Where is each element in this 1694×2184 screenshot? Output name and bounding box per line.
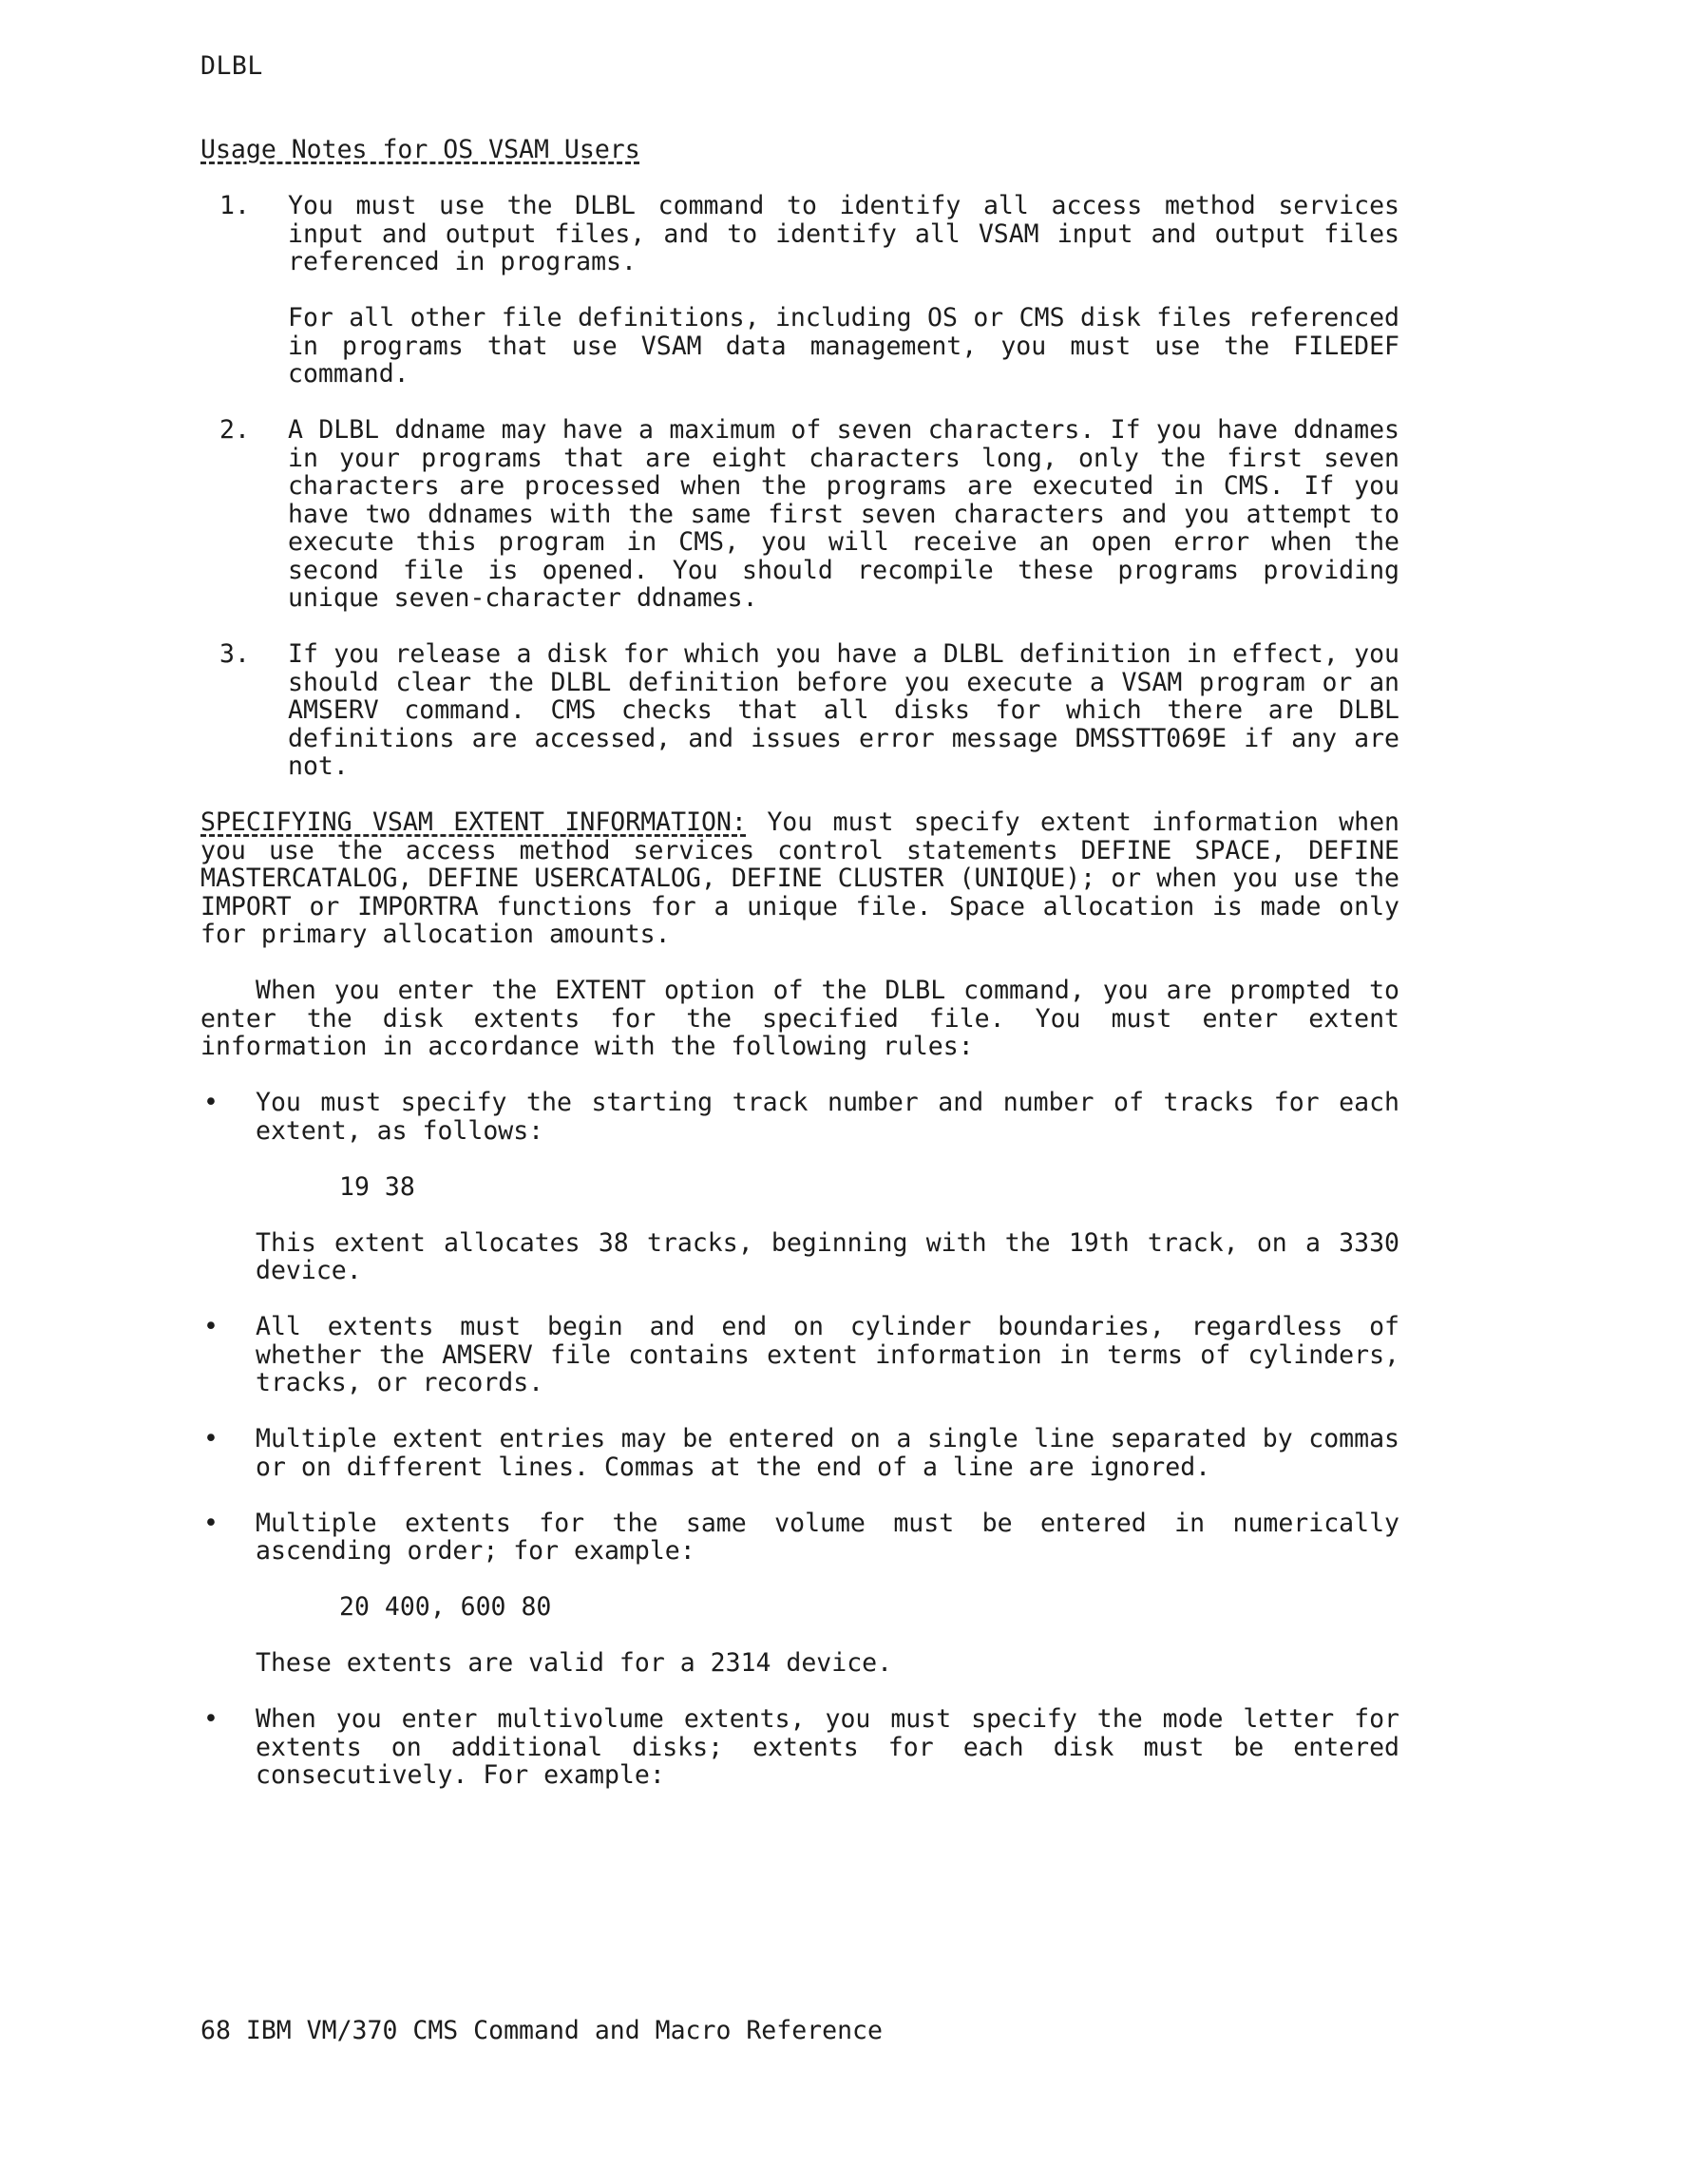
bullet-icon: • — [203, 1088, 219, 1117]
paragraph: For all other file definitions, including OS or CMS disk files referenced in programs that use VSAM data management, you must use the FILEDEF command. — [288, 303, 1399, 389]
item-number: 3. — [219, 639, 250, 669]
extent-paragraph-2: When you enter the EXTENT option of the DLBL command, you are prompted to enter the disk extents for the specified file. You must enter extent information in accordance with the following rules: — [200, 976, 1399, 1061]
runin-heading: SPECIFYING VSAM EXTENT INFORMATION: — [200, 807, 747, 837]
bullet-item — [200, 1089, 1399, 1285]
bullet-item — [200, 1510, 1399, 1678]
bullet-text: This extent allocates 38 tracks, beginning with the 19th track, on a 3330 device. — [256, 1227, 1399, 1285]
extent-text: You must specify extent information when you use the access method services control statements DEFINE SPACE, DEFINE MASTERCATALOG, DEFINE USERCATALOG, DEFINE CLUSTER (UNIQUE); or when you use the IMPORT or IMPORTRA functions for a unique file. Space allocation is made only for primary allocation amounts. — [200, 807, 1399, 949]
item-number: 2. — [219, 415, 250, 445]
list-item — [200, 192, 1399, 389]
bullet-text: Multiple extents for the same volume must be entered in numerically ascending order; for example: — [256, 1508, 1399, 1566]
page-footer: 68 IBM VM/370 CMS Command and Macro Reference — [200, 2016, 883, 2045]
list-item — [200, 640, 1399, 781]
example-line: 19 38 — [339, 1171, 415, 1202]
bullet-text: You must specify the starting track number and number of tracks for each extent, as follows: — [256, 1088, 1399, 1146]
list-item — [200, 416, 1399, 613]
paragraph: A DLBL ddname may have a maximum of seven characters. If you have ddnames in your programs that are eight characters long, only the first seven characters are processed when the programs are executed in CMS. If you have two ddnames with the same first seven characters and you attempt to execute this program in CMS, you will receive an open error when the second file is opened. You should recompile these programs providing unique seven-character ddnames. — [288, 415, 1399, 613]
section-heading: Usage Notes for OS VSAM Users — [200, 135, 640, 164]
usage-notes-list — [200, 192, 1399, 781]
bullet-item — [200, 1425, 1399, 1481]
extent-rules-list — [200, 1089, 1399, 1790]
paragraph: You must use the DLBL command to identify all access method services input and output files, and to identify all VSAM input and output files referenced in programs. — [288, 191, 1399, 276]
bullet-item — [200, 1313, 1399, 1397]
bullet-icon: • — [203, 1704, 219, 1734]
running-head: DLBL — [200, 51, 263, 81]
bullet-text: All extents must begin and end on cylinder boundaries, regardless of whether the AMSERV file contains extent information in terms of cylinders, tracks, or records. — [256, 1312, 1399, 1397]
body-text — [200, 192, 1399, 1817]
paragraph: If you release a disk for which you have a DLBL definition in effect, you should clear the DLBL definition before you execute a VSAM program or an AMSERV command. CMS checks that all disks for which there are DLBL definitions are accessed, and issues error message DMSSTT069E if any are not. — [288, 639, 1399, 781]
bullet-icon: • — [203, 1424, 219, 1453]
bullet-text: These extents are valid for a 2314 device. — [256, 1648, 893, 1678]
bullet-item — [200, 1705, 1399, 1790]
item-number: 1. — [219, 191, 250, 220]
extent-paragraph — [200, 808, 1399, 949]
bullet-text: When you enter multivolume extents, you must specify the mode letter for extents on additional disks; extents for each disk must be entered consecutively. For example: — [256, 1704, 1399, 1790]
example-line: 20 400, 600 80 — [339, 1592, 552, 1622]
bullet-icon: • — [203, 1312, 219, 1341]
bullet-icon: • — [203, 1508, 219, 1538]
bullet-text: Multiple extent entries may be entered on a single line separated by commas or on different lines. Commas at the end of a line are ignored. — [256, 1424, 1399, 1482]
